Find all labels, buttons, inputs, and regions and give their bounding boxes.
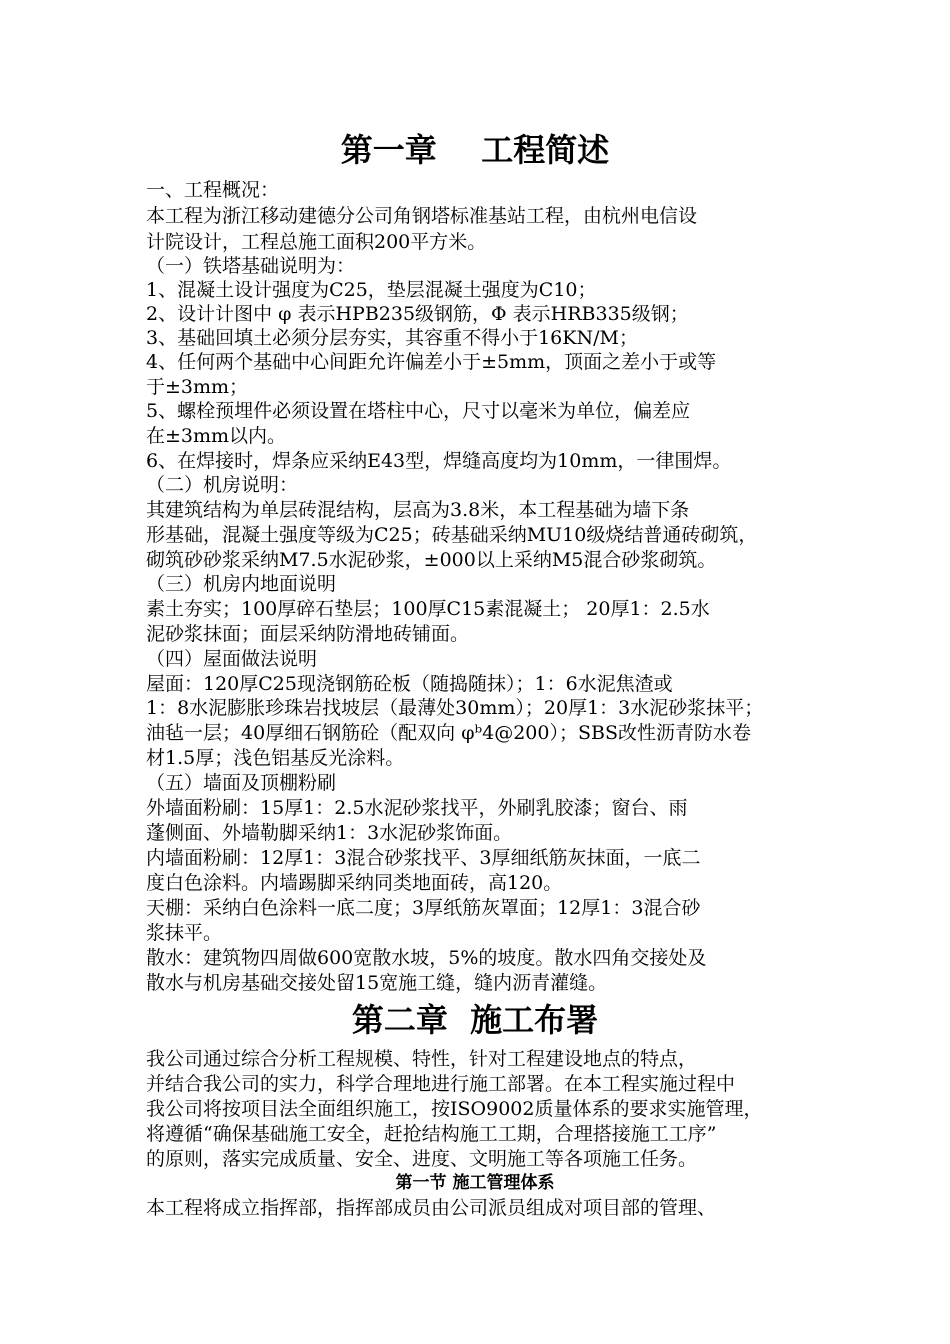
text-line: （三）机房内地面说明 (146, 573, 337, 595)
text-line: 内墙面粉刷：12厚1：3混合砂浆找平、3厚细纸筋灰抹面，一底二 (146, 847, 701, 869)
text-line: 浆抹平。 (146, 922, 223, 944)
text-line: 并结合我公司的实力，科学合理地进行施工部署。在本工程实施过程中 (146, 1073, 736, 1095)
text-line: 计院设计，工程总施工面积200平方米。 (146, 231, 487, 253)
text-line: 砌筑砂砂浆采纳M7.5水泥砂浆，±000以上采纳M5混合砂浆砌筑。 (146, 549, 717, 571)
text-line: 形基础，混凝土强度等级为C25；砖基础采纳MU10级烧结普通砖砌筑， (146, 524, 758, 546)
text-line: 材1.5厚；浅色铝基反光涂料。 (146, 747, 405, 769)
text-line: （四）屋面做法说明 (146, 648, 318, 670)
text-line: 泥砂浆抹面；面层采纳防滑地砖铺面。 (146, 623, 470, 645)
text-line: 5、螺栓预埋件必须设置在塔柱中心，尺寸以毫米为单位，偏差应 (146, 400, 691, 422)
text-line: 6、在焊接时，焊条应采纳E43型，焊缝高度均为10mm，一律围焊。 (146, 450, 732, 472)
text-line: 3、基础回填土必须分层夯实，其容重不得小于16KN/M； (146, 327, 638, 349)
text-line: 将遵循“确保基础施工安全，赶抢结构施工工期，合理搭接施工工序” (146, 1123, 717, 1145)
text-line: （五）墙面及顶棚粉刷 (146, 772, 337, 794)
text-line: 在±3mm以内。 (146, 425, 287, 447)
text-line: 我公司将按项目法全面组织施工，按ISO9002质量体系的要求实施管理， (146, 1098, 763, 1120)
text-line: 于±3mm； (146, 376, 249, 398)
section-1-title: 第一节 施工管理体系 (395, 1173, 555, 1193)
text-line: 的原则，落实完成质量、安全、进度、文明施工等各项施工任务。 (146, 1148, 698, 1170)
text-line: 其建筑结构为单层砖混结构，层高为3.8米，本工程基础为墙下条 (146, 499, 690, 521)
text-line: 度白色涂料。内墙踢脚采纳同类地面砖，高120。 (146, 872, 563, 894)
text-line: 外墙面粉刷：15厚1：2.5水泥砂浆找平，外刷乳胶漆；窗台、雨 (146, 797, 688, 819)
text-line: 油毡一层；40厚细石钢筋砼（配双向 φᵇ4@200）；SBS改性沥青防水卷 (146, 722, 751, 744)
text-line: 本工程为浙江移动建德分公司角钢塔标准基站工程，由杭州电信设 (146, 205, 698, 227)
text-line: （一）铁塔基础说明为： (146, 255, 356, 277)
text-line: 蓬侧面、外墙勒脚采纳1：3水泥砂浆饰面。 (146, 822, 513, 844)
text-line: 散水：建筑物四周做600宽散水坡，5%的坡度。散水四角交接处及 (146, 947, 707, 969)
text-line: （二）机房说明： (146, 474, 299, 496)
text-line: 4、任何两个基础中心间距允许偏差小于±5mm，顶面之差小于或等 (146, 351, 717, 373)
text-line: 1：8水泥膨胀珍珠岩找坡层（最薄处30mm）；20厚1：3水泥砂浆抹平； (146, 697, 764, 719)
text-line: 1、混凝土设计强度为C25，垫层混凝土强度为C10； (146, 279, 597, 301)
text-line: 屋面：120厚C25现浇钢筋砼板（随捣随抹）；1：6水泥焦渣或 (146, 673, 673, 695)
text-line: 散水与机房基础交接处留15宽施工缝，缝内沥青灌缝。 (146, 972, 608, 994)
text-line: 本工程将成立指挥部，指挥部成员由公司派员组成对项目部的管理、 (146, 1197, 717, 1219)
text-line: 素土夯实；100厚碎石垫层；100厚C15素混凝土； 20厚1：2.5水 (146, 598, 710, 620)
chapter-2-title: 第二章 施工布署 (351, 1001, 599, 1039)
chapter-1-title: 第一章 工程简述 (340, 131, 610, 169)
text-line: 一、工程概况： (146, 179, 280, 201)
text-line: 2、设计计图中 φ 表示HPB235级钢筋，Φ 表示HRB335级钢； (146, 303, 689, 325)
text-line: 我公司通过综合分析工程规模、特性，针对工程建设地点的特点， (146, 1048, 698, 1070)
text-line: 天棚：采纳白色涂料一底二度；3厚纸筋灰罩面；12厚1：3混合砂 (146, 897, 701, 919)
